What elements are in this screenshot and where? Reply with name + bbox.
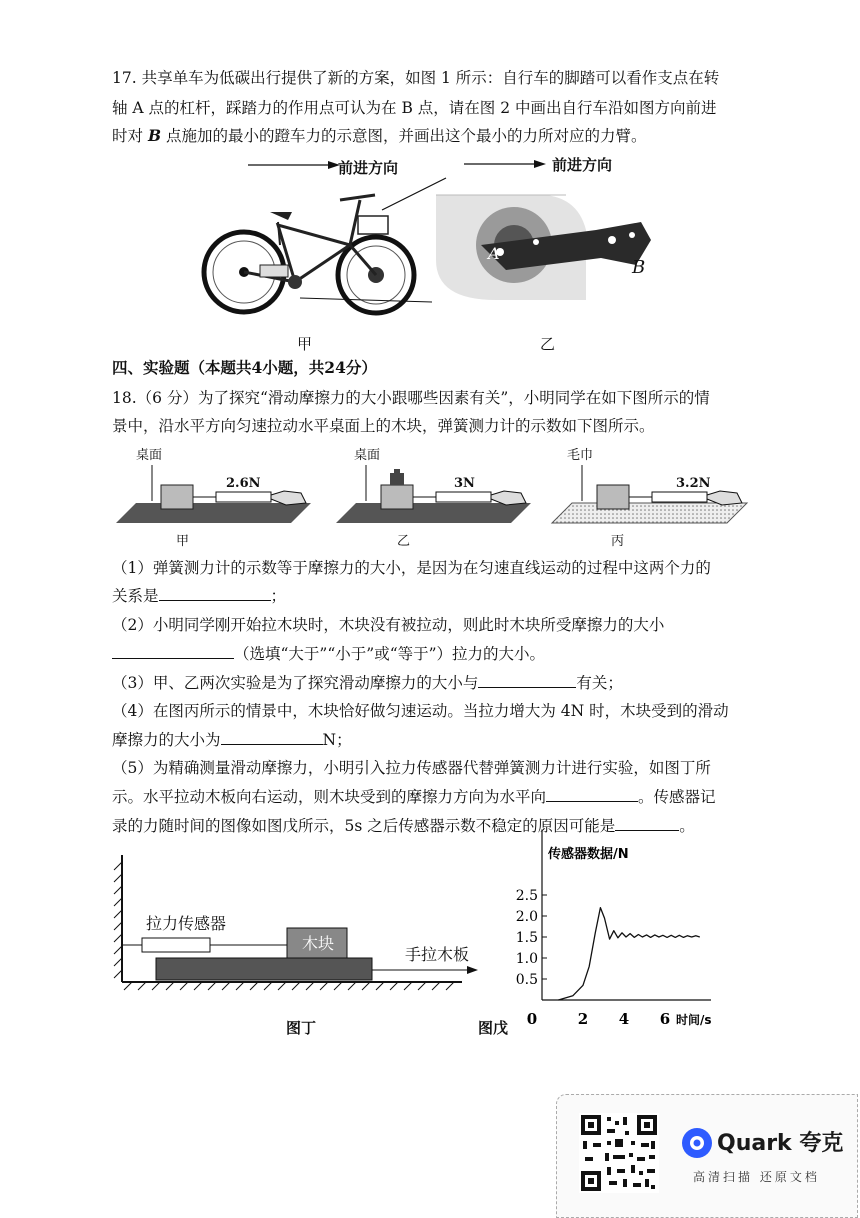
y-tick-label: 2.0 [515, 909, 538, 925]
answer-blank-3[interactable] [478, 673, 576, 688]
caption-yi-17: 乙 [540, 335, 556, 353]
pull-board-label: 手拉木板 [405, 945, 470, 964]
point-b-label: B [632, 257, 646, 278]
sensor-force-chart [500, 840, 760, 1040]
quark-brand: Quark 夸克 [717, 1131, 844, 1156]
sensor-label: 拉力传感器 [146, 914, 227, 933]
q18-s4-line-1: （4）在图丙所示的情景中，木块恰好做匀速运动。当拉力增大为 4N 时，木块受到的滑动 [112, 702, 729, 720]
q18-s1-line-2 [112, 586, 286, 606]
bicycle-figure [200, 150, 460, 320]
x-axis-label: 时间/s [676, 1013, 712, 1027]
quark-logo-icon [681, 1127, 713, 1159]
fig3-caption: 丙 [611, 534, 625, 549]
y-tick-label: 1.5 [515, 930, 538, 946]
q18-s5-line-2 [112, 787, 716, 807]
answer-blank-2[interactable] [112, 644, 234, 659]
pedal-crank-figure [436, 150, 666, 310]
y-axis-label: 传感器数据/N [548, 847, 629, 862]
caption-jia-17: 甲 [297, 335, 313, 353]
block-label: 木块 [302, 934, 335, 953]
quark-watermark-box [556, 1094, 858, 1218]
answer-blank-5[interactable] [546, 787, 638, 802]
answer-blank-1[interactable] [159, 586, 271, 601]
fig3-block-on-towel [552, 465, 752, 525]
q18-s3-b: 有关； [576, 674, 623, 692]
q18-s5-line-3-a: 录的力随时间的图像如图戊所示，5s 之后传感器示数不稳定的原因可能是 [112, 817, 616, 835]
point-a-label: A [488, 244, 500, 263]
q18-s2-line-2-text: （选填“大于”“小于”或“等于”）拉力的大小。 [234, 645, 546, 663]
quark-slogan: 高清扫描 还原文档 [693, 1170, 820, 1184]
fig1-surface-label: 桌面 [136, 448, 163, 463]
fig2-surface-label: 桌面 [354, 448, 381, 463]
y-tick-label: 2.5 [515, 888, 538, 904]
q17-line-3-a: 时对 [112, 127, 148, 145]
q18-line-2: 景中，沿水平方向匀速拉动水平桌面上的木块，弹簧测力计的示数如下图所示。 [112, 417, 655, 435]
fig2-caption: 乙 [397, 534, 411, 549]
fig1-block-on-table [116, 465, 316, 525]
fig-wu-caption: 图戊 [478, 1019, 509, 1037]
q18-s5-line-2-a: 示。水平拉动木板向右运动，则木块受到的摩擦力方向为水平向 [112, 788, 547, 806]
q18-s5-line-3 [112, 816, 695, 836]
section-4-title: 四、实验题（本题共4小题，共24分） [112, 358, 377, 377]
fig1-scale-value: 2.6N [226, 476, 261, 491]
q18-s2-line-2 [112, 644, 545, 664]
qr-code-icon [579, 1113, 659, 1193]
q18-s4-line-2 [112, 730, 352, 750]
q17-line-2: 轴 A 点的杠杆，踩踏力的作用点可认为在 B 点，请在图 2 中画出自行车沿如图方向前进 [112, 99, 717, 117]
q18-s4-line-2-a: 摩擦力的大小为 [112, 731, 221, 749]
x-tick-label: 0 [526, 1010, 538, 1028]
fig2-scale-value: 3N [454, 476, 475, 491]
q18-s4-line-2-b: N； [322, 731, 352, 749]
q18-s1-line-1: （1）弹簧测力计的示数等于摩擦力的大小，是因为在匀速直线运动的过程中这两个力的 [112, 559, 711, 577]
y-tick-label: 0.5 [515, 972, 538, 988]
fig-ding-caption: 图丁 [286, 1019, 317, 1037]
q18-s5-line-3-b: 。 [679, 817, 695, 835]
q17-line-3 [112, 126, 646, 146]
fig3-surface-label: 毛巾 [567, 448, 594, 463]
answer-blank-4[interactable] [221, 730, 323, 745]
x-tick-label: 4 [618, 1010, 630, 1028]
fig3-scale-value: 3.2N [676, 476, 711, 491]
q18-s5-line-2-b: 。传感器记 [638, 788, 716, 806]
q18-s1-line-2-b: ； [270, 587, 287, 605]
dir-label-left: 前进方向 [338, 159, 399, 177]
q17-line-3-c: 点施加的最小的蹬车力的示意图，并画出这个最小的力所对应的力臂。 [161, 127, 647, 145]
q18-s3-a: （3）甲、乙两次实验是为了探究滑动摩擦力的大小与 [112, 674, 479, 692]
fig2-weighted-block-on-table [336, 465, 536, 525]
q18-line-1: 18.（6 分）为了探究“滑动摩擦力的大小跟哪些因素有关”，小明同学在如下图所示的情 [112, 389, 710, 407]
x-tick-label: 6 [659, 1010, 671, 1028]
dir-label-right: 前进方向 [552, 156, 613, 174]
q17-point-b: B [147, 126, 162, 145]
x-tick-label: 2 [577, 1010, 589, 1028]
fig1-caption: 甲 [176, 534, 190, 549]
q18-s3 [112, 673, 623, 693]
q18-s5-line-1: （5）为精确测量滑动摩擦力，小明引入拉力传感器代替弹簧测力计进行实验，如图丁所 [112, 759, 711, 777]
q18-s1-line-2-a: 关系是 [112, 587, 159, 605]
y-tick-label: 1.0 [515, 951, 538, 967]
answer-blank-6[interactable] [615, 816, 679, 831]
q17-line-1: 17. 共享单车为低碳出行提供了新的方案，如图 1 所示：自行车的脚踏可以看作支点在转 [112, 69, 720, 87]
q18-s2-line-1: （2）小明同学刚开始拉木块时，木块没有被拉动，则此时木块所受摩擦力的大小 [112, 616, 665, 634]
series-line-0 [558, 908, 699, 1000]
